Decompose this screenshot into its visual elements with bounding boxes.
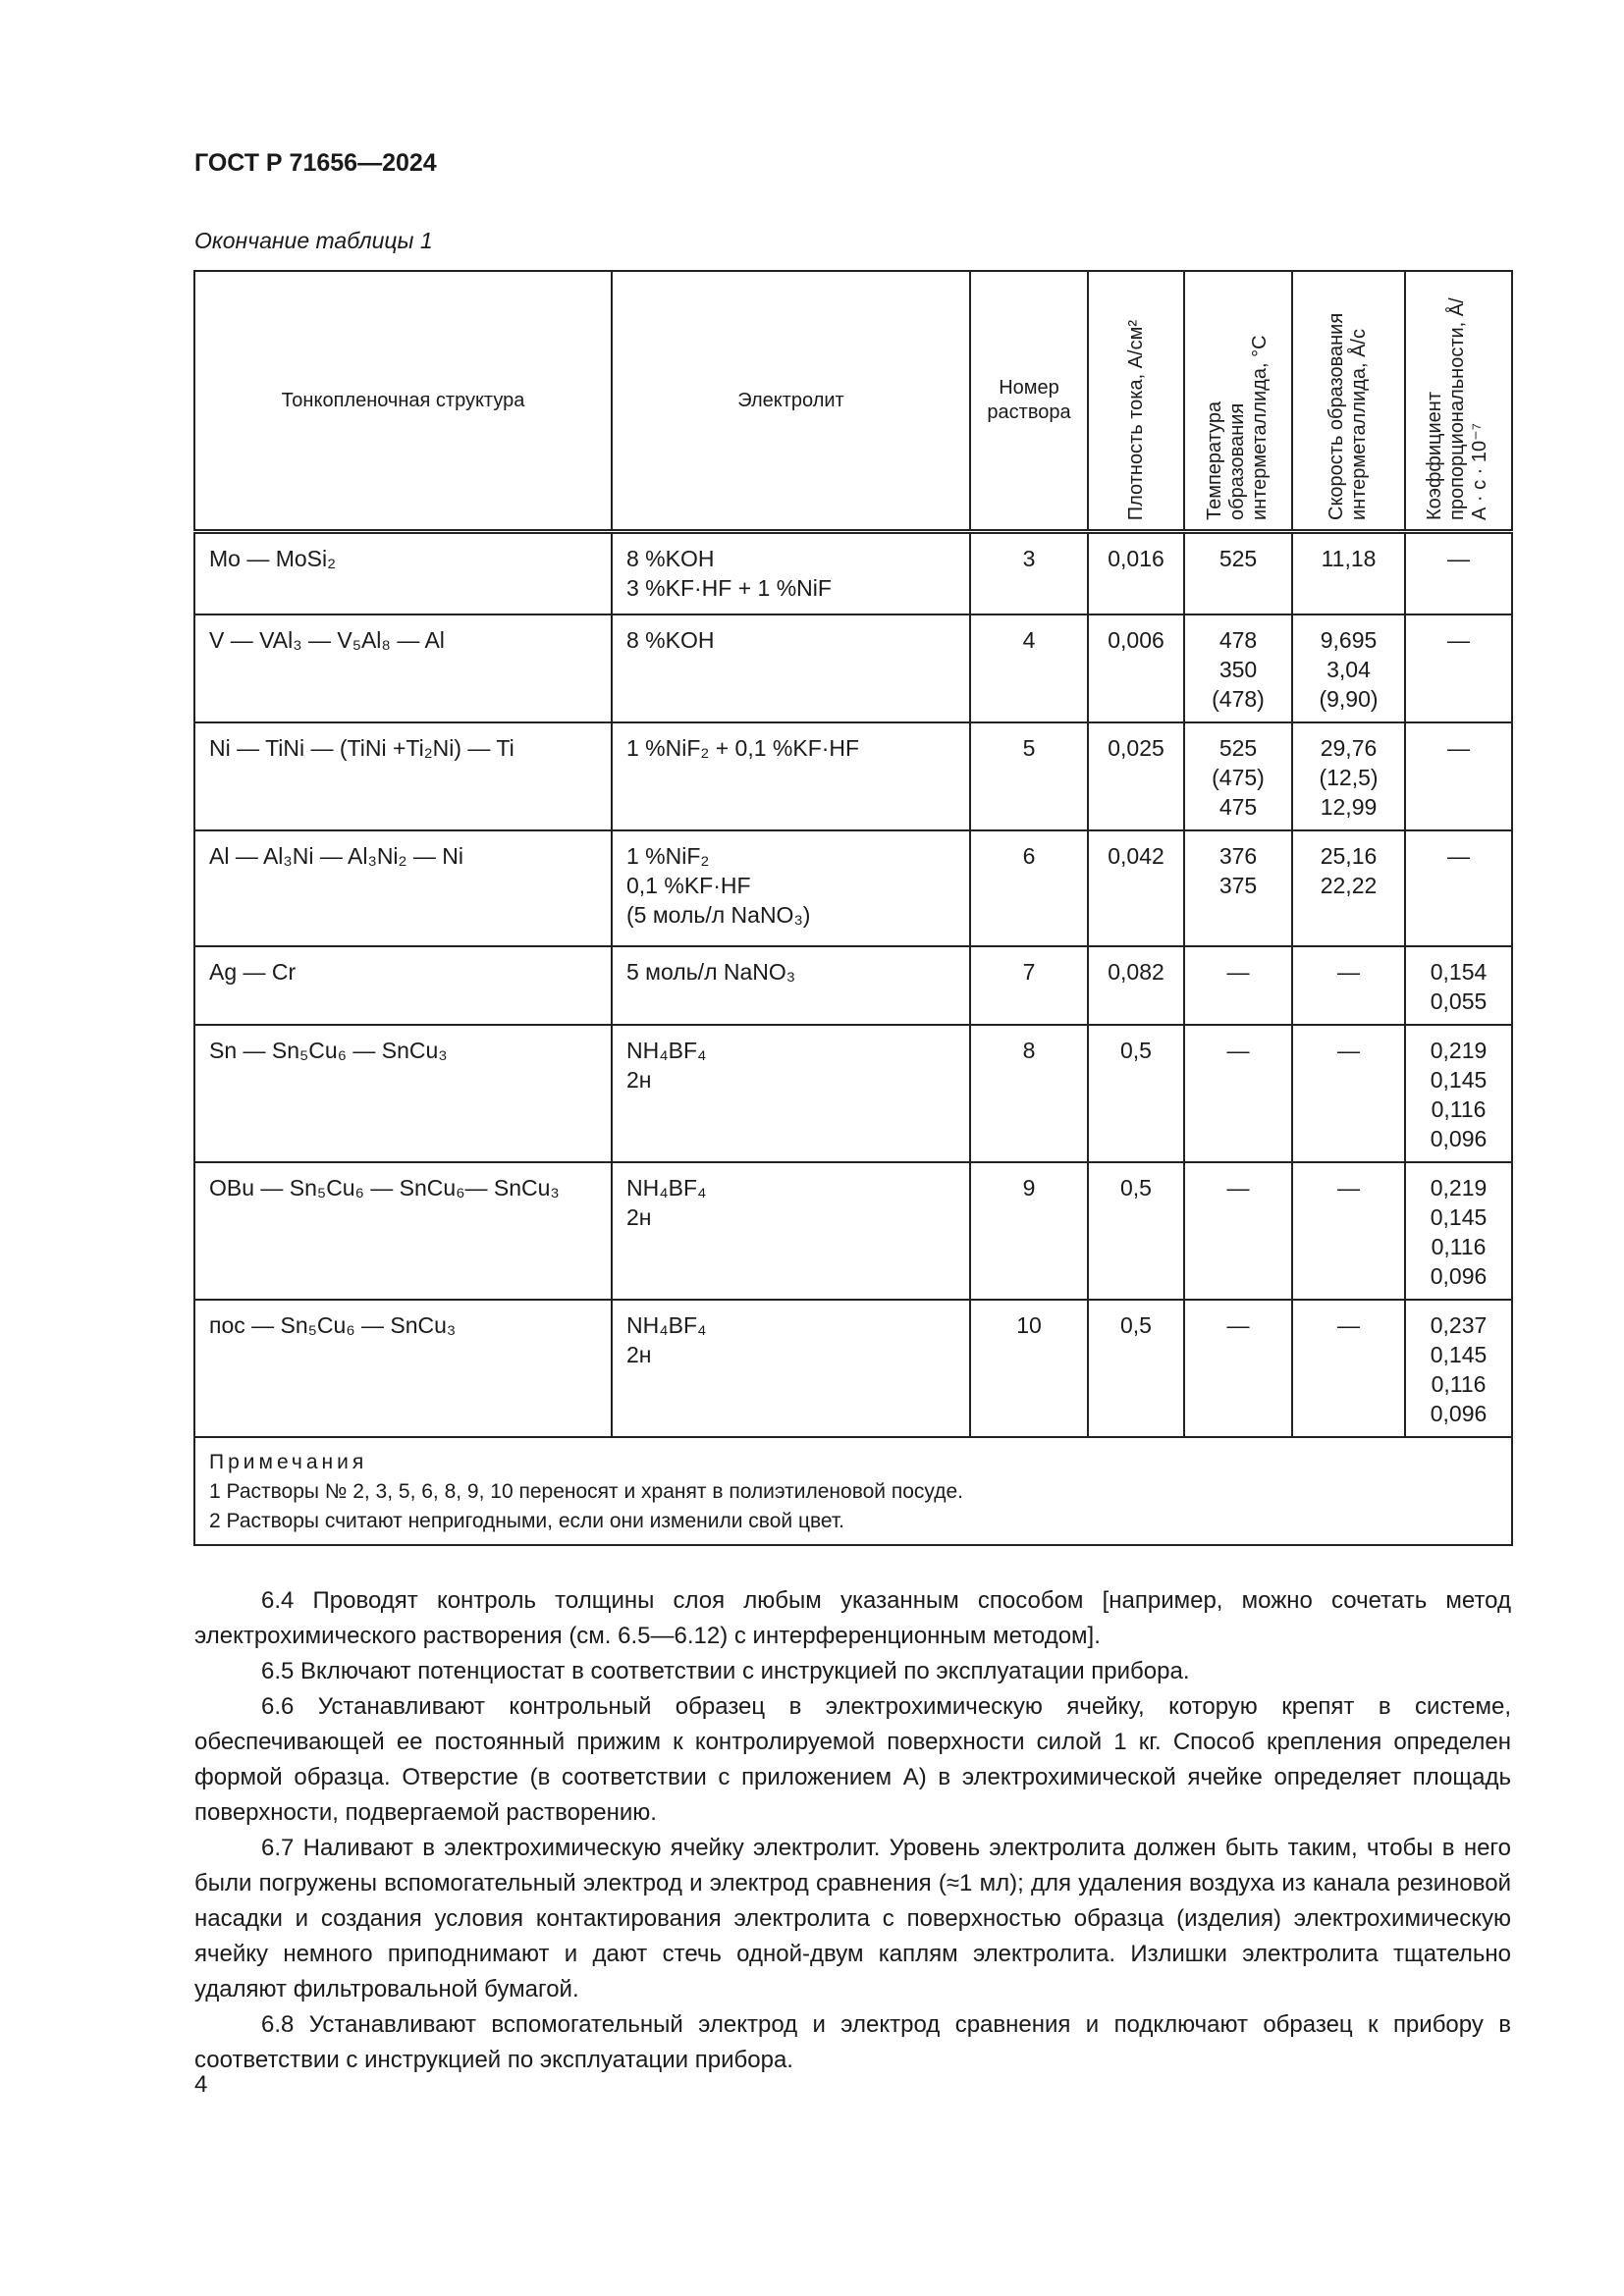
cell-line: 2н — [626, 1341, 652, 1367]
paragraph-6-4: 6.4 Проводят контроль толщины слоя любым указанным способом [например, можно сочетать метод электрохимического растворения (см. 6.5—6.12) с интерференционным методом]. — [194, 1587, 1511, 1649]
cell-line: 1 %NiF₂ + 0,1 %KF·HF — [626, 734, 860, 761]
paragraph-6-8: 6.8 Устанавливают вспомогательный электрод и электрод сравнения и подключают образец к прибору в соответствии с инструкцией по эксплуатации прибора. — [194, 2011, 1511, 2073]
solution-number-cell: 9 — [970, 1162, 1088, 1300]
table-row — [194, 532, 1512, 614]
structure-cell: OBu — Sn₅Cu₆ — SnCu₆— SnCu₃ — [194, 1162, 612, 1300]
table-row — [194, 614, 1512, 722]
column-header-structure: Тонкопленочная структура — [194, 271, 612, 532]
cell-line: — — [1226, 1174, 1250, 1201]
structure-cell: V — VAl₃ — V₅Al₈ — Al — [194, 614, 612, 722]
cell-line: — — [1447, 734, 1470, 761]
cell-line: (478) — [1212, 685, 1265, 712]
coefficient-cell — [1405, 1025, 1512, 1162]
coefficient-cell — [1405, 614, 1512, 722]
structure-cell: Ni — TiNi — (TiNi +Ti₂Ni) — Ti — [194, 722, 612, 830]
cell-line: 0,096 — [1430, 1262, 1488, 1289]
solution-number-cell: 10 — [970, 1300, 1088, 1437]
rate-cell — [1292, 1300, 1405, 1437]
coefficient-cell — [1405, 1300, 1512, 1437]
cell-line: 22,22 — [1320, 872, 1378, 898]
structure-cell: Al — Al₃Ni — Al₃Ni₂ — Ni — [194, 830, 612, 946]
table-caption: Окончание таблицы 1 — [194, 228, 433, 253]
solution-number-cell: 5 — [970, 722, 1088, 830]
cell-line: 525 — [1218, 734, 1258, 761]
note-1: 1 Растворы № 2, 3, 5, 6, 8, 9, 10 переносят и хранят в полиэтиленовой посуде. — [209, 1479, 963, 1503]
electrolyte-cell — [612, 532, 970, 614]
solution-number-cell: 6 — [970, 830, 1088, 946]
cell-line: 0,096 — [1430, 1125, 1488, 1151]
electrolyte-cell — [612, 722, 970, 830]
cell-line: 0,096 — [1430, 1400, 1488, 1426]
paragraph-6-7: 6.7 Наливают в электрохимическую ячейку электролит. Уровень электролита должен быть таким, чтобы в него были погружены вспомогательный электрод и электрод сравнения (≈1 мл); для удаления воздуха из канала резиновой насадки и создания условия контактирования электролита с поверхностью образца (изделия) электрохимическую ячейку немного приподнимают и дают стечь одной-двум каплям электролита. Излишки электролита тщательно удаляют фильтровальной бумагой. — [194, 1835, 1511, 2002]
rate-cell — [1292, 532, 1405, 614]
current-density-cell: 0,042 — [1088, 830, 1184, 946]
cell-line: 3 %KF·HF + 1 %NiF — [626, 575, 832, 601]
column-header-coefficient: Коэффициент пропорциональности, Å/А · с · 10⁻⁷ — [1405, 271, 1512, 532]
column-header-temperature: Температура образования интерметаллида, °С — [1184, 271, 1292, 532]
current-density-cell: 0,082 — [1088, 946, 1184, 1025]
current-density-cell: 0,5 — [1088, 1300, 1184, 1437]
current-density-cell: 0,5 — [1088, 1025, 1184, 1162]
solution-number-cell: 7 — [970, 946, 1088, 1025]
cell-line: 5 моль/л NaNO₃ — [626, 958, 796, 985]
cell-line: — — [1337, 1311, 1360, 1338]
cell-line: 8 %KOH — [626, 626, 715, 653]
structure-cell: Sn — Sn₅Cu₆ — SnCu₃ — [194, 1025, 612, 1162]
cell-line: (9,90) — [1319, 685, 1379, 712]
column-header-current-density: Плотность тока, А/см² — [1088, 271, 1184, 532]
rate-cell — [1292, 1162, 1405, 1300]
data-table — [193, 270, 1513, 1546]
cell-line: 3,04 — [1326, 656, 1371, 682]
cell-line: 0,116 — [1431, 1370, 1487, 1397]
cell-line: — — [1226, 1311, 1250, 1338]
column-header-electrolyte: Электролит — [612, 271, 970, 532]
table-header-row — [194, 271, 1512, 532]
document-code: ГОСТ Р 71656—2024 — [194, 149, 437, 177]
rate-cell — [1292, 614, 1405, 722]
cell-line: 0,1 %KF·HF — [626, 872, 751, 898]
table-row — [194, 1300, 1512, 1437]
cell-line: 0,154 — [1430, 958, 1488, 985]
cell-line: NH₄BF₄ — [626, 1174, 707, 1201]
current-density-cell: 0,006 — [1088, 614, 1184, 722]
coefficient-cell — [1405, 1162, 1512, 1300]
coefficient-cell — [1405, 722, 1512, 830]
electrolyte-cell — [612, 946, 970, 1025]
temperature-cell — [1184, 722, 1292, 830]
table-row — [194, 1162, 1512, 1300]
cell-line: 0,219 — [1430, 1037, 1488, 1063]
rate-cell — [1292, 946, 1405, 1025]
coefficient-cell — [1405, 532, 1512, 614]
body-text — [194, 1583, 1511, 2078]
cell-line: 25,16 — [1320, 842, 1378, 869]
temperature-cell — [1184, 1162, 1292, 1300]
cell-line: (12,5) — [1319, 764, 1379, 790]
cell-line: (5 моль/л NaNO₃) — [626, 901, 811, 928]
cell-line: — — [1226, 1037, 1250, 1063]
structure-cell: пос — Sn₅Cu₆ — SnCu₃ — [194, 1300, 612, 1437]
cell-line: 0,055 — [1430, 988, 1488, 1014]
temperature-cell — [1184, 1025, 1292, 1162]
cell-line: 478 — [1218, 626, 1258, 653]
cell-line: 12,99 — [1320, 793, 1378, 820]
cell-line: NH₄BF₄ — [626, 1037, 707, 1063]
temperature-cell — [1184, 532, 1292, 614]
cell-line: — — [1337, 1174, 1360, 1201]
cell-line: 0,116 — [1431, 1095, 1487, 1122]
notes-title: Примечания — [209, 1450, 368, 1473]
rate-cell — [1292, 722, 1405, 830]
cell-line: 0,237 — [1430, 1311, 1488, 1338]
table-row — [194, 830, 1512, 946]
cell-line: — — [1337, 958, 1360, 985]
electrolyte-cell — [612, 830, 970, 946]
current-density-cell: 0,5 — [1088, 1162, 1184, 1300]
temperature-cell — [1184, 614, 1292, 722]
notes-row — [194, 1437, 1512, 1545]
coefficient-cell — [1405, 946, 1512, 1025]
electrolyte-cell — [612, 1162, 970, 1300]
cell-line: 1 %NiF₂ — [626, 842, 710, 869]
cell-line: 9,695 — [1320, 626, 1378, 653]
cell-line: NH₄BF₄ — [626, 1311, 707, 1338]
cell-line: 525 — [1218, 546, 1258, 571]
cell-line: 29,76 — [1320, 734, 1378, 761]
cell-line: 375 — [1218, 872, 1258, 898]
cell-line: 475 — [1218, 793, 1258, 820]
electrolyte-cell — [612, 614, 970, 722]
temperature-cell — [1184, 830, 1292, 946]
solution-number-cell: 8 — [970, 1025, 1088, 1162]
rate-cell — [1292, 830, 1405, 946]
notes-cell — [194, 1437, 1512, 1545]
electrolyte-cell — [612, 1300, 970, 1437]
solution-number-cell: 4 — [970, 614, 1088, 722]
cell-line: 0,145 — [1430, 1341, 1488, 1367]
paragraph-6-5: 6.5 Включают потенциостат в соответствии с инструкцией по эксплуатации прибора. — [261, 1658, 1190, 1684]
cell-line: 376 — [1218, 842, 1258, 869]
column-header-rate: Скорость образования интерметаллида, Å/с — [1292, 271, 1405, 532]
coefficient-cell — [1405, 830, 1512, 946]
solution-number-cell: 3 — [970, 532, 1088, 614]
note-2: 2 Растворы считают непригодными, если они изменили свой цвет. — [209, 1509, 845, 1532]
structure-cell: Mo — MoSi₂ — [194, 532, 612, 614]
cell-line: 2н — [626, 1066, 652, 1093]
cell-line: 350 — [1218, 656, 1258, 682]
cell-line: — — [1447, 546, 1470, 571]
cell-line: — — [1337, 1037, 1360, 1063]
cell-line: (475) — [1212, 764, 1265, 790]
cell-line: — — [1447, 842, 1470, 869]
structure-cell: Ag — Cr — [194, 946, 612, 1025]
cell-line: — — [1226, 958, 1250, 985]
cell-line: — — [1447, 626, 1470, 653]
cell-line: 2н — [626, 1203, 652, 1230]
paragraph-6-6: 6.6 Устанавливают контрольный образец в электрохимическую ячейку, которую крепят в системе, обеспечивающей ее постоянный прижим к контролируемой поверхности силой 1 кг. Способ крепления определен формой образца. Отверстие (в соответствии с приложением А) в электрохимической ячейке определяет площадь поверхности, подвергаемой растворению. — [194, 1693, 1511, 1826]
table-row — [194, 946, 1512, 1025]
cell-line: 0,219 — [1430, 1174, 1488, 1201]
table-row — [194, 1025, 1512, 1162]
column-header-solution-number: Номер раствора — [970, 271, 1088, 532]
temperature-cell — [1184, 1300, 1292, 1437]
cell-line: 0,145 — [1430, 1066, 1488, 1093]
temperature-cell — [1184, 946, 1292, 1025]
rate-cell — [1292, 1025, 1405, 1162]
cell-line: 0,116 — [1431, 1233, 1487, 1259]
table-row — [194, 722, 1512, 830]
page-number: 4 — [194, 2071, 208, 2098]
cell-line: 8 %KOH — [626, 546, 715, 571]
electrolyte-cell — [612, 1025, 970, 1162]
current-density-cell: 0,016 — [1088, 532, 1184, 614]
cell-line: 0,145 — [1430, 1203, 1488, 1230]
cell-line: 11,18 — [1321, 546, 1377, 571]
current-density-cell: 0,025 — [1088, 722, 1184, 830]
